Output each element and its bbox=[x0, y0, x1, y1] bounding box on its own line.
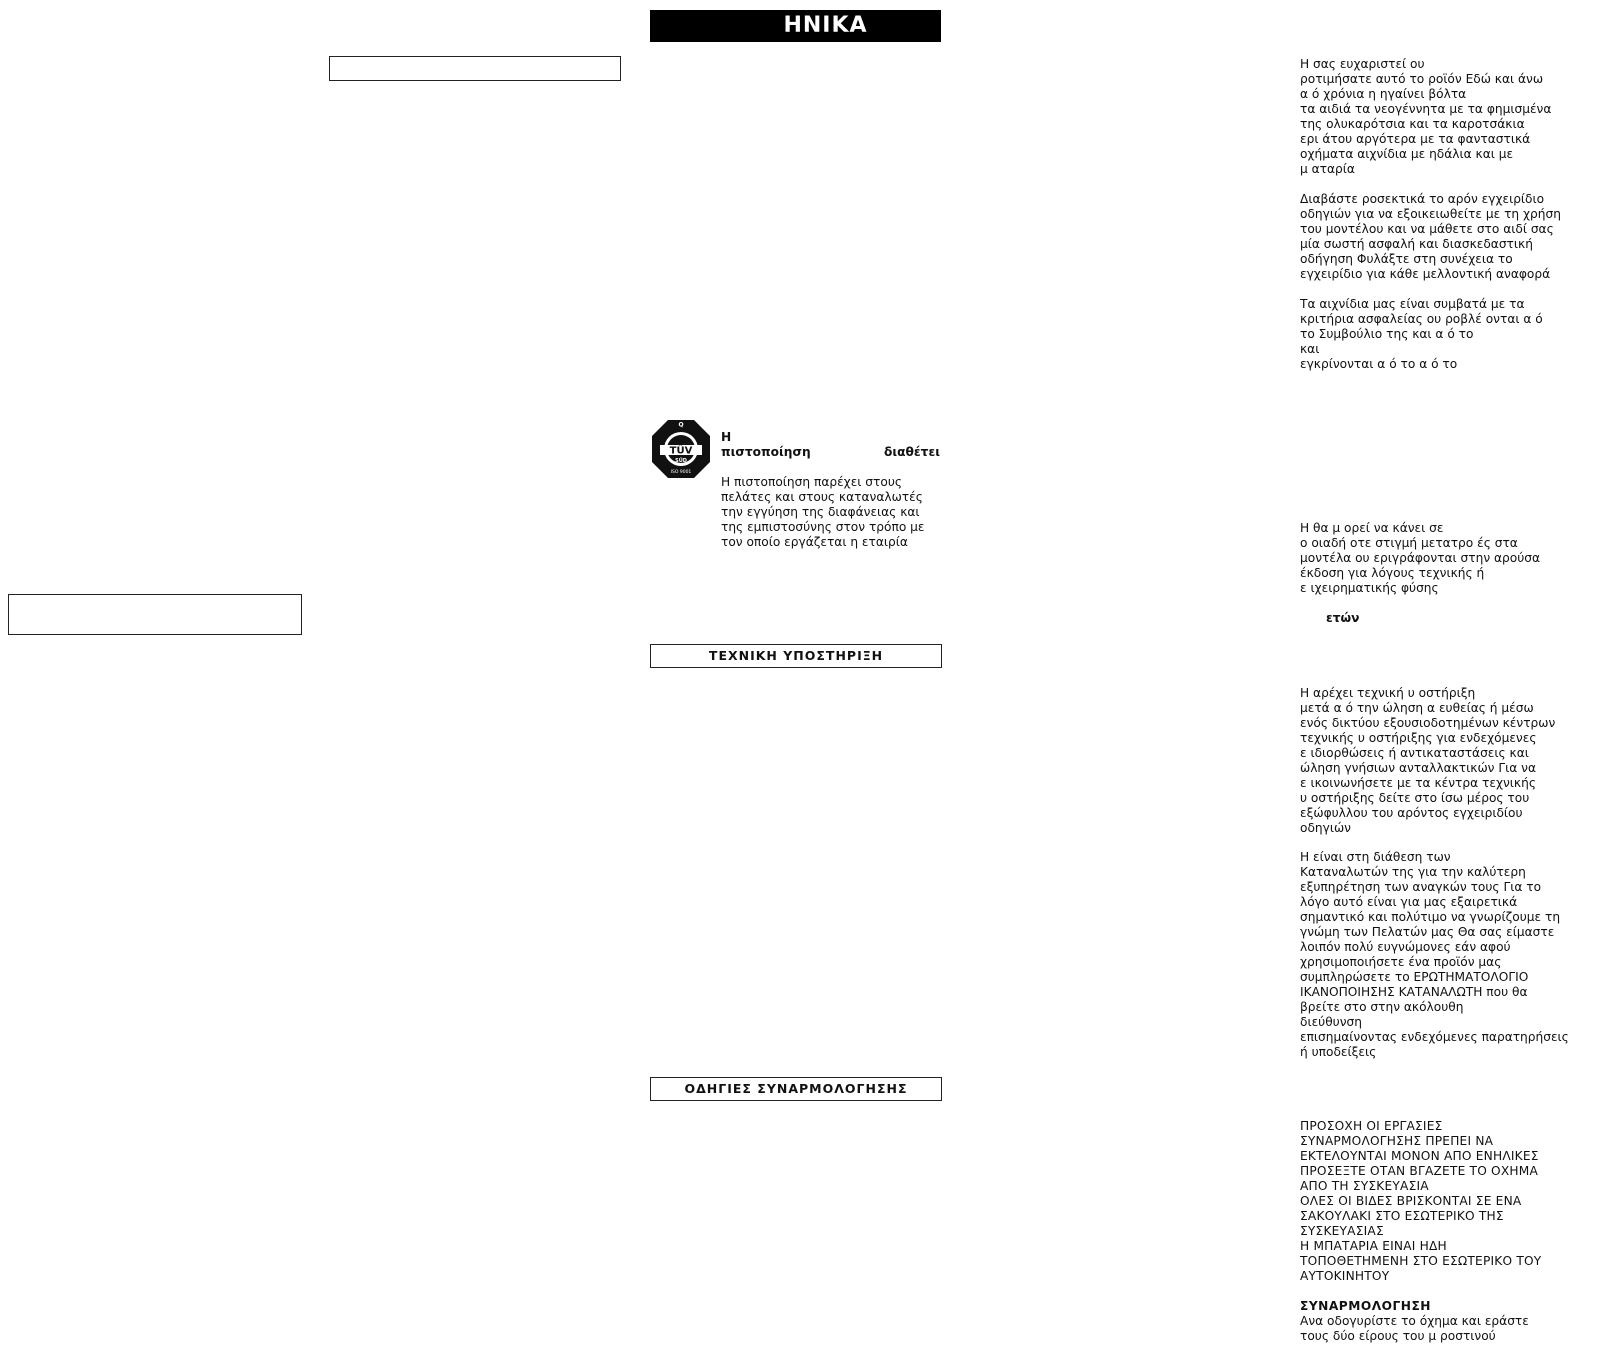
cert-heading-left: Η bbox=[721, 430, 732, 444]
tuv-iso-badge-icon bbox=[650, 418, 712, 480]
badge-main-label: TÜV bbox=[669, 445, 693, 457]
instructions-paragraph: Διαβάστε ροσεκτικά το αρόν εγχειρίδιο οδηγιών για να εξοικειωθείτε με τη χρήση του μοντέλου και να μάθετε στο αιδί σας μία σωστή ασφαλή και διασκεδαστική οδήγηση Φυλάξτε στη συνέχεια το εγχειρίδιο για κάθε μελλοντική αναφορά bbox=[1300, 192, 1561, 281]
customer-paragraph: Η είναι στη διάθεση των Καταναλωτών της για την καλύτερη εξυπηρέτηση των αναγκών τους Για το λόγο αυτό είναι για μας εξαιρετικά σημαντικό και πολύτιμο να γνωρίζουμε τη γνώμη των Πελατών μας Θα σας είμαστε λοιπόν πολύ ευγνώμονες εάν αφού χρησιμοποιήσετε ένα προϊόν μας συμπληρώσετε το ΕΡΩΤΗΜΑΤΟΛΟΓΙΟ ΙΚΑΝΟΠΟΙΗΣΗΣ ΚΑΤΑΝΑΛΩΤΗ που θα βρείτε στο στην ακόλουθη διεύθυνση επισημαίνοντας ενδεχόμενες παρατηρήσεις ή υποδείξεις bbox=[1300, 850, 1569, 1059]
certification-block bbox=[650, 400, 940, 549]
badge-sub-label: SÜD bbox=[675, 458, 687, 464]
empty-frame-left bbox=[8, 594, 302, 635]
intro-paragraph: Η σας ευχαριστεί ου ροτιμήσατε αυτό το ροϊόν Εδώ και άνω α ό χρόνια η ηγαίνει βόλτα τα αιδιά τα νεογέννητα με τα φημισμένα της ολυκαρότσια και τα καροτσάκια ερι άτου αργότερα με τα φανταστικά οχήματα αιχνίδια με ηδάλια και με μ αταρία bbox=[1300, 57, 1552, 176]
tech-support-heading: ΤΕΧΝΙΚΗ ΥΠΟΣΤΗΡΙΞΗ bbox=[650, 644, 942, 668]
badge-top-label: Q bbox=[678, 421, 684, 429]
empty-frame-top bbox=[329, 56, 621, 81]
safety-paragraph: Τα αιχνίδια μας είναι συμβατά με τα κριτήρια ασφαλείας ου ροβλέ ονται α ό το Συμβούλιο της και α ό το και εγκρίνονται α ό το α ό το bbox=[1300, 297, 1543, 371]
years-label: ετών bbox=[1326, 611, 1360, 625]
cert-body: Η πιστοποίηση παρέχει στους πελάτες και στους καταναλωτές την εγγύηση της διαφάνειας και της εμπιστοσύνης στον τρόπο με τον οποίο εργάζεται η εταιρία bbox=[721, 475, 925, 549]
page-title: ΗΝΙΚΑ bbox=[650, 10, 941, 42]
modifications-paragraph: Η θα μ ορεί να κάνει σε ο οιαδή οτε στιγμή μετατρο ές στα μοντέλα ου εριγράφονται στην αρούσα έκδοση για λόγους τεχνικής ή ε ιχειρηματικής φύσης bbox=[1300, 521, 1541, 595]
assembly-heading: ΟΔΗΓΙΕΣ ΣΥΝΑΡΜΟΛΟΓΗΣΗΣ bbox=[650, 1077, 942, 1101]
assembly-warning: ΠΡΟΣΟΧΗ ΟΙ ΕΡΓΑΣΙΕΣ ΣΥΝΑΡΜΟΛΟΓΗΣΗΣ ΠΡΕΠΕΙ ΝΑ ΕΚΤΕΛΟΥΝΤΑΙ ΜΟΝΟΝ ΑΠΟ ΕΝΗΛΙΚΕΣ ΠΡΟΣΕΞΤΕ ΟΤΑΝ ΒΓΑΖΕΤΕ ΤΟ ΟΧΗΜΑ ΑΠΟ ΤΗ ΣΥΣΚΕΥΑΣΙΑ ΟΛΕΣ ΟΙ ΒΙΔΕΣ ΒΡΙΣΚΟΝΤΑΙ ΣΕ ΕΝΑ ΣΑΚΟΥΛΑΚΙ ΣΤΟ ΕΣΩΤΕΡΙΚΟ ΤΗΣ ΣΥΣΚΕΥΑΣΙΑΣ Η ΜΠΑΤΑΡΙΑ ΕΙΝΑΙ ΗΔΗ ΤΟΠΟΘΕΤΗΜΕΝΗ ΣΤΟ ΕΣΩΤΕΡΙΚΟ ΤΟΥ ΑΥΤΟΚΙΝΗΤΟΥ bbox=[1300, 1119, 1542, 1283]
assembly-step: Ανα οδογυρίστε το όχημα και εράστε τους δύο είρους του μ ροστινού bbox=[1300, 1314, 1529, 1343]
cert-text bbox=[721, 400, 940, 565]
tech-support-paragraph: Η αρέχει τεχνική υ οστήριξη μετά α ό την ώληση α ευθείας ή μέσω ενός δικτύου εξουσιοδοτημένων κέντρων τεχνικής υ οστήριξης για ενδεχόμενες ε ιδιορθώσεις ή αντικαταστάσεις και ώληση γνήσιων ανταλλακτικών Για να ε ικοινωνήσετε με τα κέντρα τεχνικής υ οστήριξης δείτε στο ίσω μέρος του εξώφυλλου του αρόντος εγχειριδίου οδηγιών bbox=[1300, 686, 1556, 835]
assembly-subheading: ΣΥΝΑΡΜΟΛΟΓΗΣΗ bbox=[1300, 1299, 1431, 1313]
cert-heading-right: διαθέτει bbox=[884, 445, 940, 459]
cert-heading-line2: πιστοποίηση bbox=[721, 445, 811, 459]
badge-iso-label: ISO 9001 bbox=[670, 470, 692, 475]
